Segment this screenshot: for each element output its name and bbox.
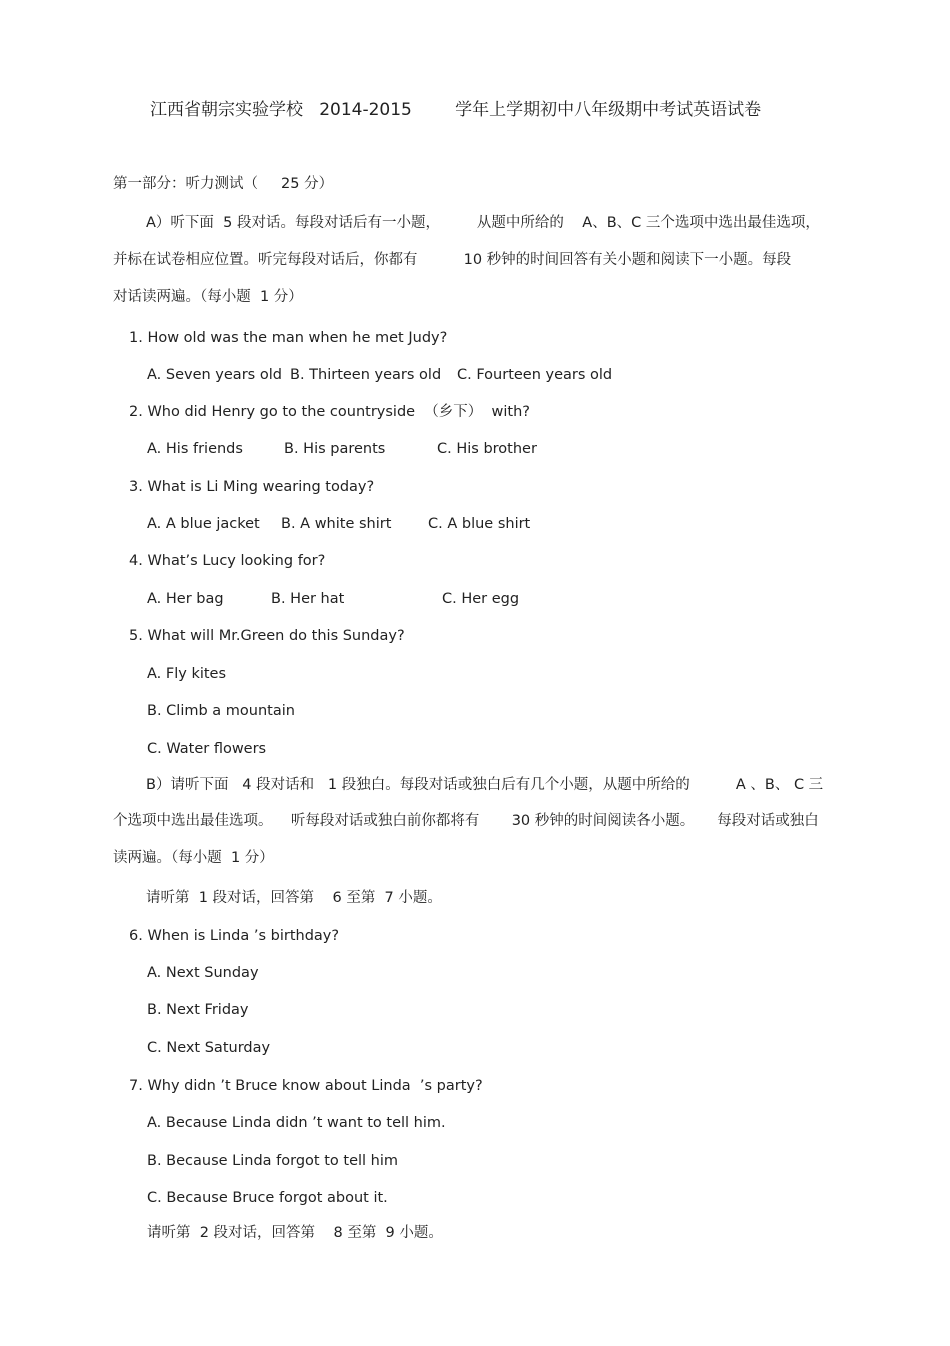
q7-option-b: B. Because Linda forgot to tell him — [147, 1153, 398, 1169]
q4-option-c: C. Her egg — [442, 591, 520, 607]
q5-option-a: A. Fly kites — [147, 666, 227, 682]
question-4: 4. What’s Lucy looking for? — [129, 553, 326, 569]
q2-option-b: B. His parents — [284, 441, 386, 457]
q6-option-b: B. Next Friday — [147, 1002, 249, 1018]
section-a-instruction-line2: 并标在试卷相应位置。听完每段对话后，你都有 10 秒钟的时间回答有关小题和阅读下一小题。每段 — [113, 252, 792, 268]
section-b-instruction-line3: 读两遍。（每小题 1 分） — [113, 850, 274, 866]
section-b-instruction-line1: B）请听下面 4 段对话和 1 段独白。每段对话或独白后有几个小题，从题中所给的 A 、B、 C 三 — [146, 777, 824, 793]
q3-option-a: A. A blue jacket — [147, 516, 260, 532]
q6-option-c: C. Next Saturday — [147, 1040, 271, 1056]
q2-option-a: A. His friends — [147, 441, 243, 457]
q5-option-b: B. Climb a mountain — [147, 703, 295, 719]
q1-option-c: C. Fourteen years old — [457, 367, 613, 383]
q4-option-b: B. Her hat — [271, 591, 345, 607]
q7-option-a: A. Because Linda didn ’t want to tell him. — [147, 1115, 446, 1131]
question-5: 5. What will Mr.Green do this Sunday? — [129, 628, 405, 644]
page-title: 江西省朝宗实验学校 2014-2015 学年上学期初中八年级期中考试英语试卷 — [150, 100, 762, 120]
section-b-instruction-line2: 个选项中选出最佳选项。 听每段对话或独白前你都将有 30 秒钟的时间阅读各小题。 每段对话或独白 — [113, 813, 819, 829]
section-a-instruction-line3: 对话读两遍。（每小题 1 分） — [113, 289, 303, 305]
q2-option-c: C. His brother — [437, 441, 537, 457]
part1-heading: 第一部分：听力测试（ 25 分） — [113, 176, 334, 192]
question-1: 1. How old was the man when he met Judy? — [129, 330, 448, 346]
q1-option-a: A. Seven years old — [147, 367, 282, 383]
q6-option-a: A. Next Sunday — [147, 965, 259, 981]
question-2: 2. Who did Henry go to the countryside （乡下） with? — [129, 404, 530, 420]
question-3: 3. What is Li Ming wearing today? — [129, 479, 375, 495]
q1-option-b: B. Thirteen years old — [290, 367, 442, 383]
q4-option-a: A. Her bag — [147, 591, 224, 607]
question-7: 7. Why didn ’t Bruce know about Linda ’s party? — [129, 1078, 483, 1094]
section-a-instruction-line1: A）听下面 5 段对话。每段对话后有一小题， 从题中所给的 A、B、C 三个选项中选出最佳选项， — [146, 215, 820, 231]
q7-option-c: C. Because Bruce forgot about it. — [147, 1190, 388, 1206]
question-6: 6. When is Linda ’s birthday? — [129, 928, 340, 944]
dialogue-2-instruction: 请听第 2 段对话，回答第 8 至第 9 小题。 — [147, 1225, 443, 1241]
dialogue-1-instruction: 请听第 1 段对话，回答第 6 至第 7 小题。 — [146, 890, 442, 906]
q5-option-c: C. Water flowers — [147, 741, 267, 757]
q3-option-b: B. A white shirt — [281, 516, 392, 532]
q3-option-c: C. A blue shirt — [428, 516, 531, 532]
